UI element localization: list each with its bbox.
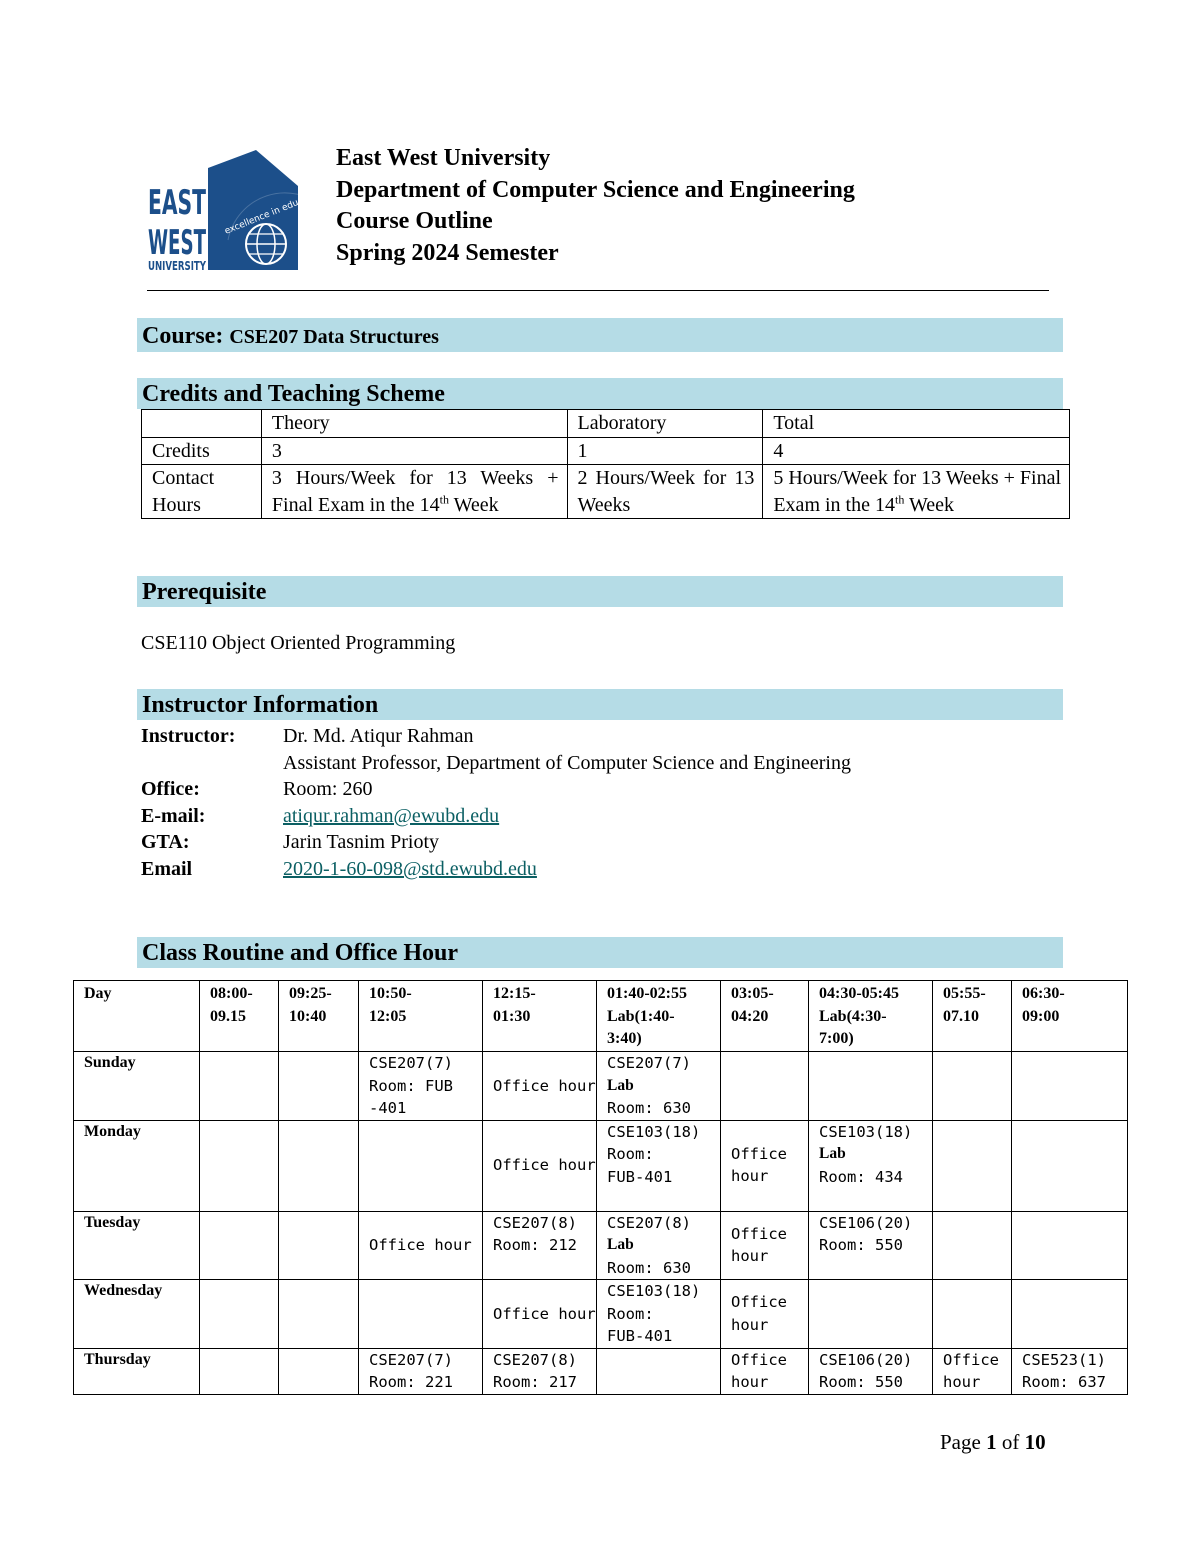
credits-header-theory: Theory	[261, 410, 567, 438]
gta-email-label: Email	[141, 857, 193, 880]
routine-table	[73, 980, 1128, 1395]
office-label: Office:	[141, 778, 200, 801]
gta-label: GTA:	[141, 831, 190, 854]
routine-header-slot-6: 03:05- 04:20	[721, 981, 809, 1052]
routine-day-thursday: Thursday	[74, 1348, 200, 1394]
contact-hours-label: Contact Hours	[142, 465, 262, 519]
routine-cell	[933, 1280, 1012, 1349]
logo-west-text: WEST	[148, 223, 207, 263]
routine-cell	[1012, 1211, 1128, 1280]
credits-lab: 1	[567, 437, 763, 465]
routine-cell	[359, 1120, 483, 1211]
routine-cell-tuesday-6: Office hour	[721, 1211, 809, 1280]
routine-cell-thursday-6: Office hour	[721, 1348, 809, 1394]
credits-row	[142, 437, 1070, 465]
routine-cell-thursday-8: Office hour	[933, 1348, 1012, 1394]
routine-row-wednesday	[74, 1280, 1128, 1349]
routine-header-slot-2: 09:25- 10:40	[279, 981, 359, 1052]
instructor-label: Instructor:	[141, 725, 236, 747]
routine-cell	[279, 1052, 359, 1121]
routine-header-slot-4: 12:15- 01:30	[483, 981, 597, 1052]
instructor-name: Dr. Md. Atiqur Rahman	[283, 725, 474, 747]
routine-cell	[200, 1052, 279, 1121]
routine-header-slot-5: 01:40-02:55 Lab(1:40- 3:40)	[597, 981, 721, 1052]
routine-cell	[1012, 1280, 1128, 1349]
prerequisite-text: CSE110 Object Oriented Programming	[141, 632, 456, 654]
routine-cell-wednesday-5: CSE103(18) Room: FUB-401	[597, 1280, 721, 1349]
routine-cell	[200, 1280, 279, 1349]
routine-cell	[809, 1280, 933, 1349]
page-number: Page 1 of 10	[940, 1430, 1046, 1454]
routine-header-row	[74, 981, 1128, 1052]
routine-cell	[933, 1211, 1012, 1280]
university-logo	[146, 148, 330, 272]
routine-header-slot-1: 08:00- 09.15	[200, 981, 279, 1052]
routine-row-sunday	[74, 1052, 1128, 1121]
office-room: Room: 260	[283, 778, 373, 801]
routine-cell-tuesday-4: CSE207(8) Room: 212	[483, 1211, 597, 1280]
routine-header-slot-3: 10:50- 12:05	[359, 981, 483, 1052]
routine-day-wednesday: Wednesday	[74, 1280, 200, 1349]
routine-day-tuesday: Tuesday	[74, 1211, 200, 1280]
routine-cell	[1012, 1052, 1128, 1121]
contact-hours-theory: 3 Hours/Week for 13 Weeks + Final Exam in the 14th Week	[261, 465, 567, 519]
routine-section-title: Class Routine and Office Hour	[137, 937, 1063, 968]
routine-cell-sunday-4: Office hour	[483, 1052, 597, 1121]
credits-header-row	[142, 410, 1070, 438]
instructor-title: Assistant Professor, Department of Computer Science and Engineering	[283, 751, 851, 774]
routine-cell	[279, 1280, 359, 1349]
routine-cell-monday-4: Office hour	[483, 1120, 597, 1211]
course-bar	[137, 318, 1063, 352]
routine-day-monday: Monday	[74, 1120, 200, 1211]
routine-header-slot-9: 06:30- 09:00	[1012, 981, 1128, 1052]
credits-theory: 3	[261, 437, 567, 465]
routine-cell-wednesday-6: Office hour	[721, 1280, 809, 1349]
routine-cell	[200, 1348, 279, 1394]
routine-row-thursday	[74, 1348, 1128, 1394]
logo-motto-text: excellence in education	[223, 187, 326, 237]
instructor-info	[141, 723, 851, 883]
credits-section-title: Credits and Teaching Scheme	[137, 378, 1063, 409]
credits-label: Credits	[142, 437, 262, 465]
semester: Spring 2024 Semester	[336, 239, 559, 266]
routine-cell-tuesday-3: Office hour	[359, 1211, 483, 1280]
routine-cell	[933, 1120, 1012, 1211]
email-label: E-mail:	[141, 804, 206, 827]
gta-email-link[interactable]: 2020-1-60-098@std.ewubd.edu	[283, 857, 537, 880]
document-type: Course Outline	[336, 208, 493, 234]
routine-cell-tuesday-5: CSE207(8) Lab Room: 630	[597, 1211, 721, 1280]
gta-name: Jarin Tasnim Prioty	[283, 831, 440, 854]
routine-cell-tuesday-7: CSE106(20) Room: 550	[809, 1211, 933, 1280]
routine-cell	[200, 1120, 279, 1211]
title-block	[336, 143, 855, 269]
routine-cell-thursday-4: CSE207(8) Room: 217	[483, 1348, 597, 1394]
routine-row-monday	[74, 1120, 1128, 1211]
department-name: Department of Computer Science and Engineering	[336, 176, 855, 203]
routine-cell-monday-5: CSE103(18) Room: FUB-401	[597, 1120, 721, 1211]
routine-row-tuesday	[74, 1211, 1128, 1280]
routine-cell-thursday-3: CSE207(7) Room: 221	[359, 1348, 483, 1394]
prerequisite-section-title: Prerequisite	[137, 576, 1063, 607]
contact-hours-row	[142, 465, 1070, 519]
routine-day-sunday: Sunday	[74, 1052, 200, 1121]
routine-header-slot-8: 05:55- 07.10	[933, 981, 1012, 1052]
routine-cell	[279, 1211, 359, 1280]
routine-cell-monday-6: Office hour	[721, 1120, 809, 1211]
routine-cell	[809, 1052, 933, 1121]
routine-cell-thursday-7: CSE106(20) Room: 550	[809, 1348, 933, 1394]
course-name: CSE207 Data Structures	[229, 326, 439, 348]
routine-cell	[200, 1211, 279, 1280]
credits-header-empty	[142, 410, 262, 438]
routine-cell	[279, 1120, 359, 1211]
instructor-section-title: Instructor Information	[137, 689, 1063, 720]
contact-hours-total: 5 Hours/Week for 13 Weeks + Final Exam in the 14th Week	[763, 465, 1070, 519]
course-label: Course:	[142, 323, 224, 349]
routine-cell	[1012, 1120, 1128, 1211]
credits-header-total: Total	[763, 410, 1070, 438]
credits-header-lab: Laboratory	[567, 410, 763, 438]
instructor-email-link[interactable]: atiqur.rahman@ewubd.edu	[283, 804, 500, 827]
routine-cell-sunday-5: CSE207(7) Lab Room: 630	[597, 1052, 721, 1121]
routine-header-day: Day	[74, 981, 200, 1052]
credits-table	[141, 409, 1070, 519]
contact-hours-lab: 2 Hours/Week for 13 Weeks	[567, 465, 763, 519]
logo-university-text: UNIVERSITY	[148, 259, 207, 272]
routine-cell	[721, 1052, 809, 1121]
routine-header-slot-7: 04:30-05:45 Lab(4:30- 7:00)	[809, 981, 933, 1052]
university-name: East West University	[336, 145, 551, 171]
routine-cell	[597, 1348, 721, 1394]
header-divider	[147, 290, 1049, 291]
routine-cell	[359, 1280, 483, 1349]
routine-cell-thursday-9: CSE523(1) Room: 637	[1012, 1348, 1128, 1394]
logo-east-text: EAST	[148, 183, 207, 223]
routine-cell-monday-7: CSE103(18) Lab Room: 434	[809, 1120, 933, 1211]
routine-cell-sunday-3: CSE207(7) Room: FUB -401	[359, 1052, 483, 1121]
credits-total: 4	[763, 437, 1070, 465]
routine-cell	[933, 1052, 1012, 1121]
routine-cell-wednesday-4: Office hour	[483, 1280, 597, 1349]
routine-cell	[279, 1348, 359, 1394]
